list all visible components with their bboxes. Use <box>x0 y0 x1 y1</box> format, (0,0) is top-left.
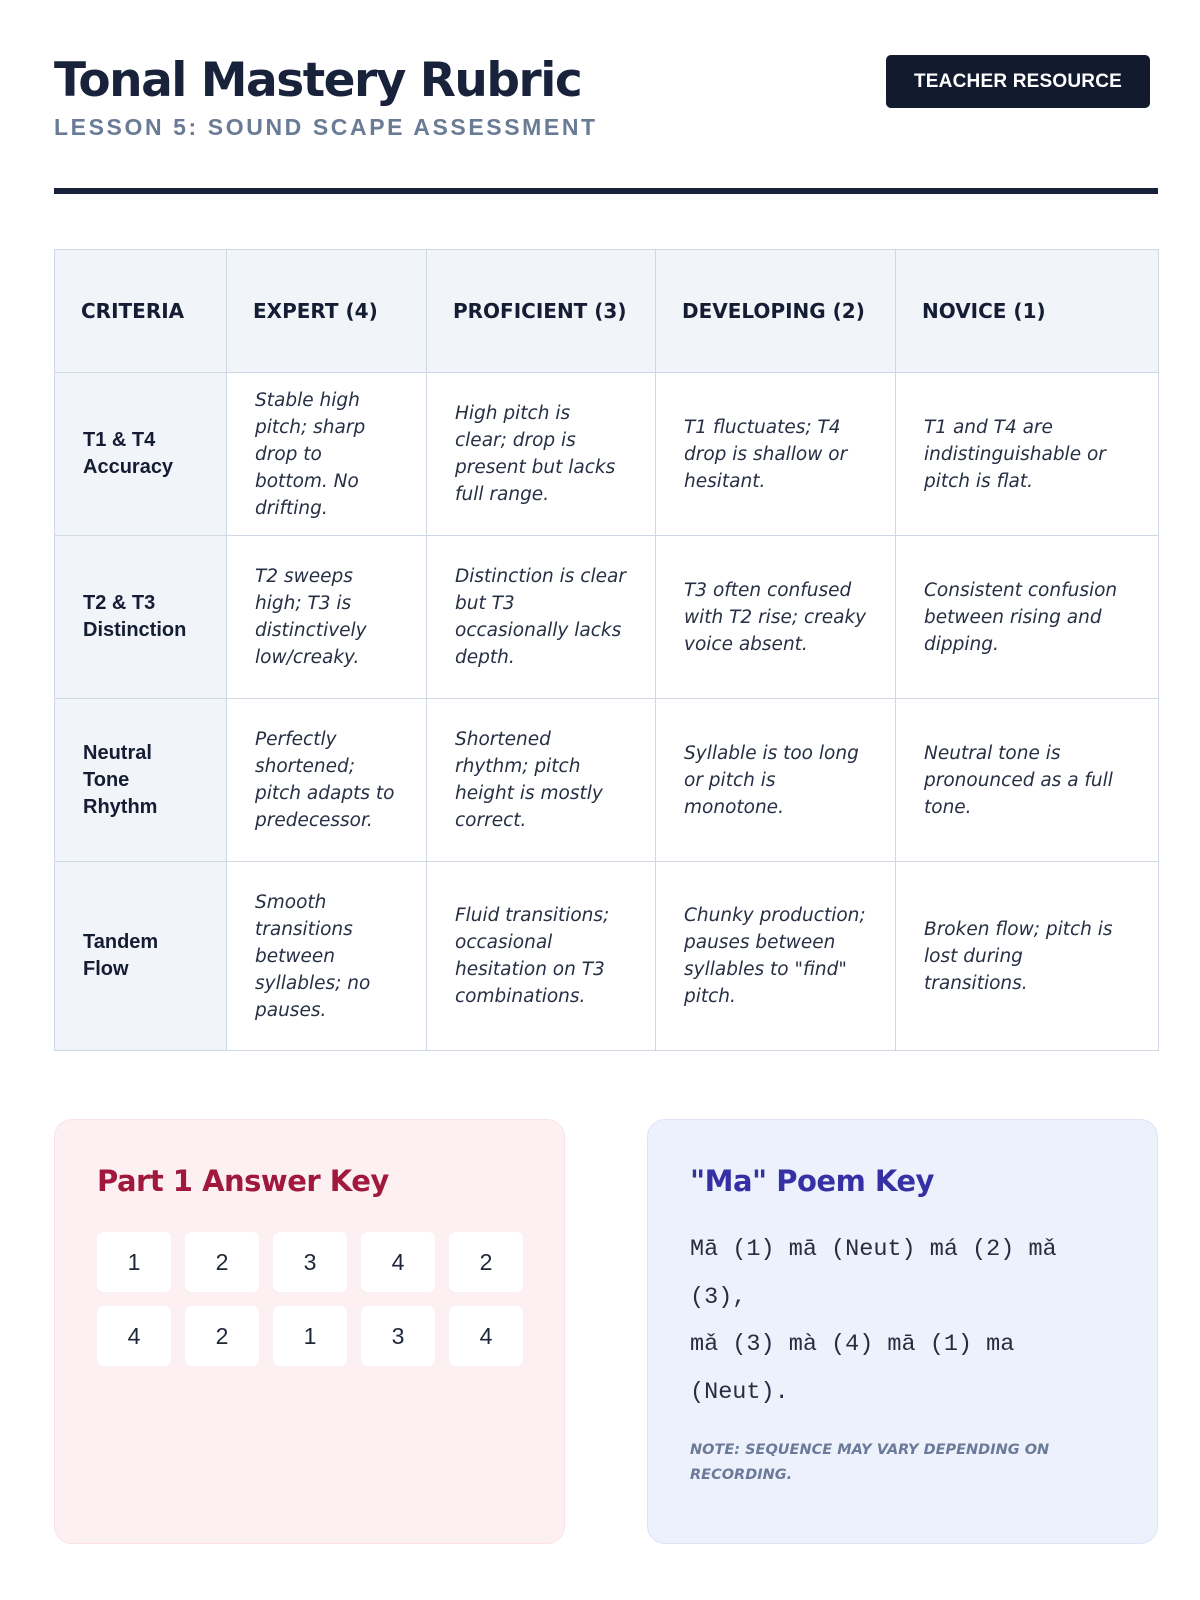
expert-cell: Smooth transitions between syllables; no pauses. <box>227 862 427 1051</box>
answer-key-grid <box>97 1232 522 1366</box>
page-header <box>54 52 1150 152</box>
column-header-novice: NOVICE (1) <box>896 250 1159 373</box>
page-title: Tonal Mastery Rubric <box>54 53 582 108</box>
answer-cell: 2 <box>185 1306 259 1366</box>
developing-cell: Chunky production; pauses between syllables to "find" pitch. <box>656 862 896 1051</box>
column-header-proficient: PROFICIENT (3) <box>427 250 656 373</box>
novice-cell: Consistent confusion between rising and dipping. <box>896 536 1159 699</box>
proficient-cell: Distinction is clear but T3 occasionally lacks depth. <box>427 536 656 699</box>
poem-line: mǎ (3) mà (4) mā (1) ma (Neut). <box>690 1331 1015 1406</box>
poem-line: Mā (1) mā (Neut) má (2) mǎ (3), <box>690 1236 1057 1311</box>
column-header-expert: EXPERT (4) <box>227 250 427 373</box>
criteria-cell: T2 & T3 Distinction <box>55 536 227 699</box>
rubric-row <box>55 373 1159 536</box>
answer-cell: 1 <box>97 1232 171 1292</box>
criteria-cell: T1 & T4 Accuracy <box>55 373 227 536</box>
rubric-table <box>54 249 1159 1051</box>
expert-cell: Stable high pitch; sharp drop to bottom. No drifting. <box>227 373 427 536</box>
criteria-cell: Tandem Flow <box>55 862 227 1051</box>
rubric-row <box>55 862 1159 1051</box>
answer-cell: 2 <box>185 1232 259 1292</box>
teacher-resource-badge: TEACHER RESOURCE <box>886 55 1150 108</box>
header-divider <box>54 188 1158 194</box>
answer-cell: 2 <box>449 1232 523 1292</box>
developing-cell: Syllable is too long or pitch is monotone. <box>656 699 896 862</box>
answer-cell: 1 <box>273 1306 347 1366</box>
rubric-header-row <box>55 250 1159 373</box>
poem-key-card <box>647 1119 1158 1544</box>
poem-key-title: "Ma" Poem Key <box>690 1164 934 1198</box>
answer-key-card <box>54 1119 565 1544</box>
proficient-cell: High pitch is clear; drop is present but lacks full range. <box>427 373 656 536</box>
poem-text <box>690 1226 1115 1416</box>
rubric-row <box>55 699 1159 862</box>
answer-cell: 4 <box>361 1232 435 1292</box>
rubric-row <box>55 536 1159 699</box>
proficient-cell: Shortened rhythm; pitch height is mostly correct. <box>427 699 656 862</box>
novice-cell: Broken flow; pitch is lost during transitions. <box>896 862 1159 1051</box>
criteria-cell: Neutral Tone Rhythm <box>55 699 227 862</box>
answer-key-title: Part 1 Answer Key <box>97 1164 389 1198</box>
column-header-criteria: CRITERIA <box>55 250 227 373</box>
novice-cell: T1 and T4 are indistinguishable or pitch is flat. <box>896 373 1159 536</box>
answer-cell: 3 <box>273 1232 347 1292</box>
developing-cell: T3 often confused with T2 rise; creaky voice absent. <box>656 536 896 699</box>
answer-cell: 4 <box>97 1306 171 1366</box>
proficient-cell: Fluid transitions; occasional hesitation on T3 combinations. <box>427 862 656 1051</box>
expert-cell: Perfectly shortened; pitch adapts to predecessor. <box>227 699 427 862</box>
answer-cell: 3 <box>361 1306 435 1366</box>
poem-note: NOTE: SEQUENCE MAY VARY DEPENDING ON RECORDING. <box>690 1442 1050 1483</box>
novice-cell: Neutral tone is pronounced as a full tone. <box>896 699 1159 862</box>
page-subtitle: LESSON 5: SOUND SCAPE ASSESSMENT <box>54 114 598 140</box>
expert-cell: T2 sweeps high; T3 is distinctively low/creaky. <box>227 536 427 699</box>
answer-cell: 4 <box>449 1306 523 1366</box>
developing-cell: T1 fluctuates; T4 drop is shallow or hesitant. <box>656 373 896 536</box>
column-header-developing: DEVELOPING (2) <box>656 250 896 373</box>
